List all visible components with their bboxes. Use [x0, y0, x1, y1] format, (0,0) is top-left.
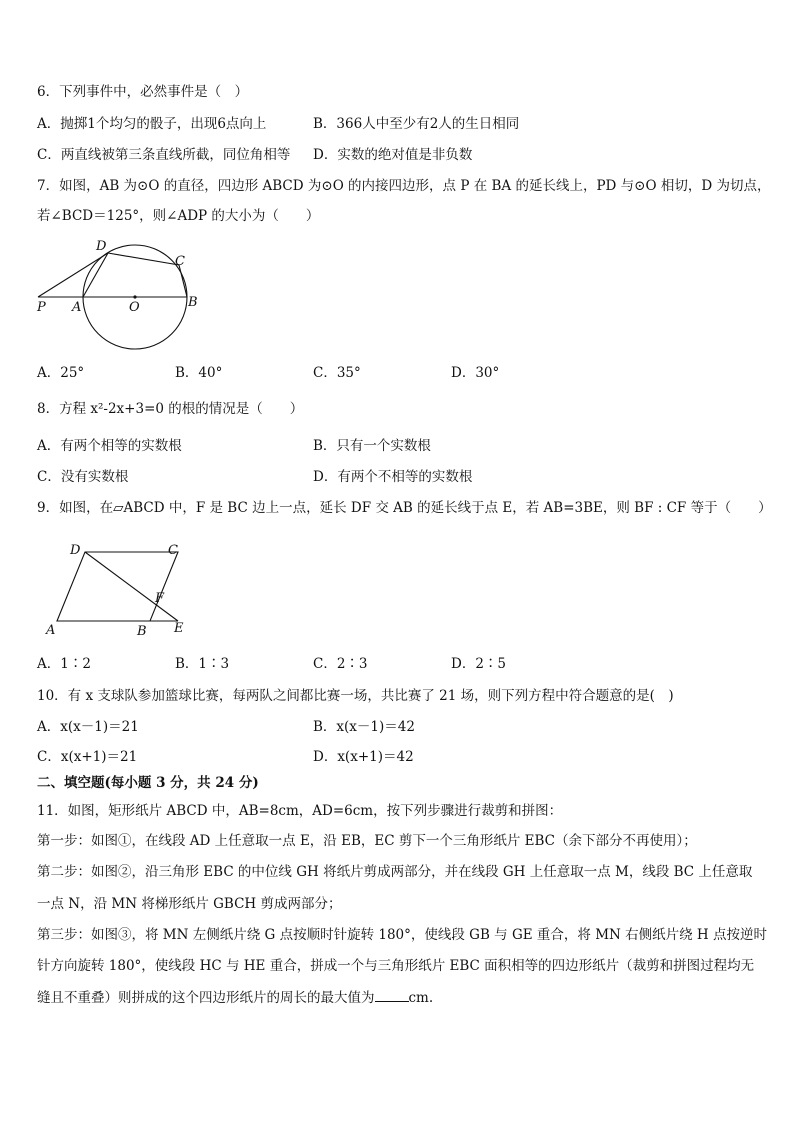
- chord-cb: [179, 265, 187, 297]
- q9-stem: 9．如图，在▱ABCD 中，F 是 BC 边上一点，延长 DF 交 AB 的延长线于点 E，若 AB=3BE，则 BF : CF 等于（ ）: [37, 500, 772, 516]
- q8-option-b: B．只有一个实数根: [313, 438, 431, 454]
- q11-line7-text: 缝且不重叠）则拼成的这个四边形纸片的周长的最大值为: [37, 990, 375, 1006]
- label-a: A: [72, 300, 82, 315]
- label-o: O: [129, 300, 140, 315]
- q6-option-a: A．抛掷1个均匀的骰子，出现6点向上: [37, 116, 267, 132]
- q10-option-a: A．x(x－1)＝21: [37, 719, 139, 735]
- q8-option-a: A．有两个相等的实数根: [37, 438, 182, 454]
- label-a: A: [46, 623, 56, 638]
- q9-option-c: C．2∶3: [313, 656, 368, 672]
- label-b: B: [137, 624, 147, 639]
- q7-option-c: C．35°: [313, 365, 361, 381]
- label-f: F: [155, 591, 165, 606]
- center-point-o: [133, 295, 136, 298]
- q11-unit: cm.: [408, 990, 434, 1006]
- q6-option-c: C．两直线被第三条直线所截，同位角相等: [37, 147, 291, 163]
- section-2-title: 二、填空题(每小题 3 分，共 24 分): [37, 775, 259, 791]
- label-c: C: [168, 543, 178, 558]
- answer-blank: [375, 989, 409, 1002]
- label-d: D: [70, 543, 81, 558]
- parallelogram-abcd: [57, 552, 178, 621]
- label-d: D: [96, 239, 107, 254]
- q6-option-b: B．366人中至少有2人的生日相同: [313, 116, 520, 132]
- chord-dc: [108, 253, 179, 265]
- q7-circle-figure: [30, 232, 210, 352]
- q9-option-d: D．2∶5: [451, 656, 507, 672]
- q11-line5: 第三步：如图③，将 MN 左侧纸片绕 G 点按顺时针旋转 180°，使线段 GB 与 GE 重合，将 MN 右侧纸片绕 H 点按逆时: [37, 927, 767, 943]
- label-b: B: [188, 295, 198, 310]
- q8-option-c: C．没有实数根: [37, 469, 129, 485]
- q11-line1: 11．如图，矩形纸片 ABCD 中，AB=8cm，AD=6cm，按下列步骤进行裁剪和拼图：: [37, 803, 563, 819]
- q10-option-c: C．x(x+1)＝21: [37, 749, 138, 765]
- q9-option-a: A．1∶2: [37, 656, 91, 672]
- q7-stem-line1: 7．如图，AB 为⊙O 的直径，四边形 ABCD 为⊙O 的内接四边形，点 P 在 BA 的延长线上，PD 与⊙O 相切，D 为切点，: [37, 178, 771, 194]
- q8-option-d: D．有两个不相等的实数根: [313, 469, 473, 485]
- q7-stem-line2: 若∠BCD＝125°，则∠ADP 的大小为（ ）: [37, 208, 320, 224]
- q7-option-d: D．30°: [451, 365, 500, 381]
- q7-option-a: A．25°: [37, 365, 85, 381]
- q7-option-b: B．40°: [175, 365, 223, 381]
- q11-line2: 第一步：如图①，在线段 AD 上任意取一点 E，沿 EB，EC 剪下一个三角形纸片 EBC（余下部分不再使用）；: [37, 833, 697, 849]
- q11-line4: 一点 N，沿 MN 将梯形纸片 GBCH 剪成两部分；: [37, 896, 342, 912]
- q9-parallelogram-figure: [40, 538, 210, 640]
- q10-stem: 10．有 x 支球队参加篮球比赛，每两队之间都比赛一场，共比赛了 21 场，则下列方程中符合题意的是( ): [37, 688, 674, 704]
- tangent-pd: [38, 253, 108, 297]
- q11-line7: [37, 988, 433, 1008]
- q10-option-d: D．x(x+1)＝42: [313, 749, 414, 765]
- label-p: P: [37, 300, 46, 315]
- q8-stem: 8．方程 x²-2x+3=0 的根的情况是（ ）: [37, 401, 304, 417]
- chord-ad: [83, 253, 108, 297]
- q11-line3: 第二步：如图②，沿三角形 EBC 的中位线 GH 将纸片剪成两部分，并在线段 GH 上任意取一点 M，线段 BC 上任意取: [37, 864, 753, 880]
- label-e: E: [174, 621, 184, 636]
- q6-stem: 6．下列事件中，必然事件是（ ）: [37, 84, 249, 100]
- q6-option-d: D．实数的绝对值是非负数: [313, 147, 473, 163]
- label-c: C: [175, 254, 185, 269]
- q11-line6: 针方向旋转 180°，使线段 HC 与 HE 重合，拼成一个与三角形纸片 EBC 面积相等的四边形纸片（裁剪和拼图过程均无: [37, 958, 755, 974]
- q9-option-b: B．1∶3: [175, 656, 230, 672]
- q10-option-b: B．x(x－1)＝42: [313, 719, 415, 735]
